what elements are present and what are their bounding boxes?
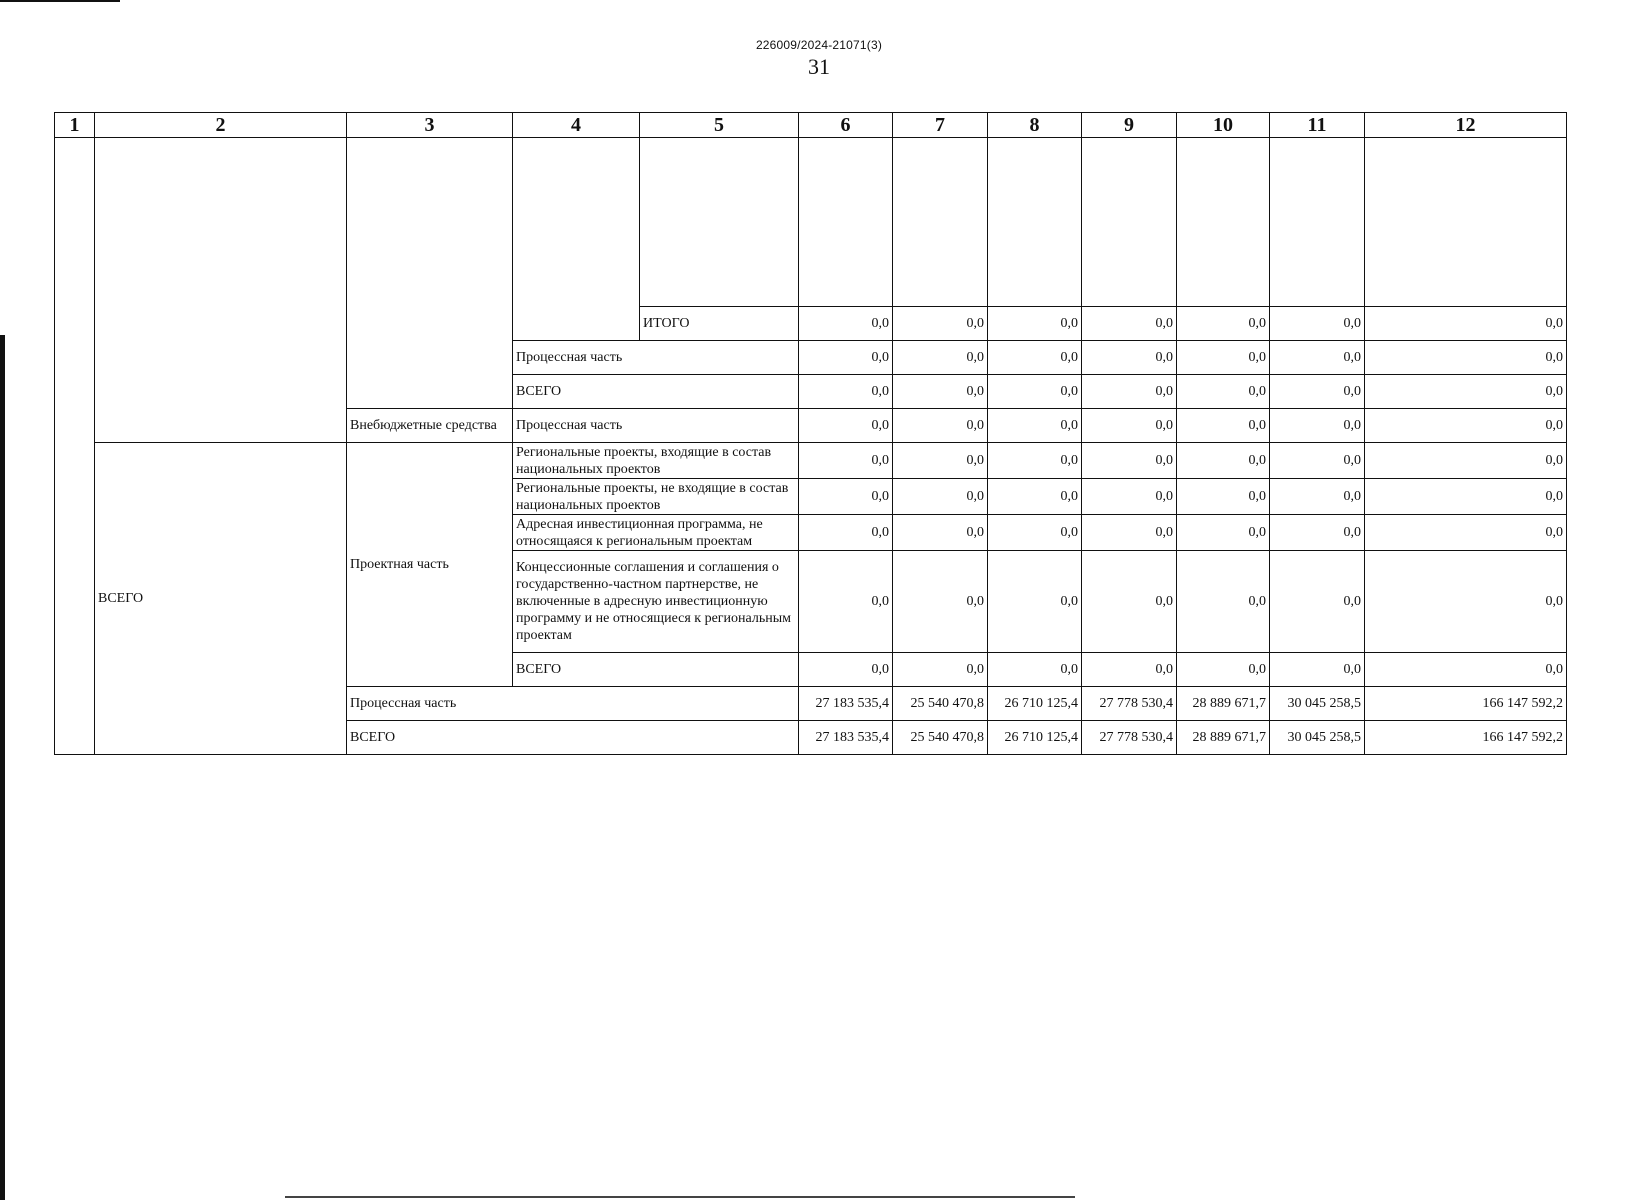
column-number: 5 [640,113,799,138]
value-cell: 0,0 [988,409,1082,443]
scan-edge-mark [0,335,5,1200]
value-cell: 28 889 671,7 [1177,721,1270,755]
value-cell: 0,0 [893,409,988,443]
value-cell: 0,0 [988,443,1082,479]
row-label-itogo: ИТОГО [640,307,799,341]
column-number: 3 [347,113,513,138]
value-cell: 0,0 [1365,375,1567,409]
value-cell: 28 889 671,7 [1177,687,1270,721]
row-label-regional-not-national: Региональные проекты, не входящие в состав национальных проектов [513,479,799,515]
value-cell: 0,0 [1270,515,1365,551]
column-number: 4 [513,113,640,138]
value-cell: 0,0 [1365,307,1567,341]
col2-cell [95,138,347,443]
empty-cell [799,138,893,307]
value-cell: 0,0 [1177,515,1270,551]
column-number: 10 [1177,113,1270,138]
value-cell: 166 147 592,2 [1365,687,1567,721]
value-cell: 0,0 [799,341,893,375]
value-cell: 25 540 470,8 [893,721,988,755]
row-label-address-program: Адресная инвестиционная программа, не относящаяся к региональным проектам [513,515,799,551]
column-number: 1 [55,113,95,138]
value-cell: 0,0 [893,307,988,341]
empty-cell [1177,138,1270,307]
column-number: 2 [95,113,347,138]
row-label-process-part: Процессная часть [513,409,799,443]
value-cell: 0,0 [1082,515,1177,551]
value-cell: 0,0 [799,443,893,479]
value-cell: 0,0 [893,551,988,653]
value-cell: 0,0 [1177,307,1270,341]
value-cell: 0,0 [1365,551,1567,653]
value-cell: 0,0 [1365,409,1567,443]
column-number: 9 [1082,113,1177,138]
value-cell: 166 147 592,2 [1365,721,1567,755]
value-cell: 0,0 [988,341,1082,375]
value-cell: 0,0 [1270,479,1365,515]
column-number: 8 [988,113,1082,138]
row-label-concessions: Концессионные соглашения и соглашения о государственно-частном партнерстве, не включенные в адресную инвестиционную программу и не относящиеся к региональным проектам [513,551,799,653]
row-label-project-part: Проектная часть [347,443,513,687]
value-cell: 26 710 125,4 [988,687,1082,721]
value-cell: 0,0 [1082,653,1177,687]
value-cell: 0,0 [988,653,1082,687]
column-number: 12 [1365,113,1567,138]
row-label-vsego: ВСЕГО [347,721,799,755]
empty-cell [988,138,1082,307]
value-cell: 0,0 [988,375,1082,409]
table-row [55,443,1567,479]
value-cell: 0,0 [1082,551,1177,653]
value-cell: 25 540 470,8 [893,687,988,721]
column-number: 11 [1270,113,1365,138]
scan-edge-mark [285,1196,1075,1198]
value-cell: 0,0 [799,307,893,341]
row-label-grand-total: ВСЕГО [95,443,347,755]
row-label-extrabudget: Внебюджетные средства [347,409,513,443]
value-cell: 0,0 [893,375,988,409]
value-cell: 26 710 125,4 [988,721,1082,755]
value-cell: 0,0 [1177,443,1270,479]
value-cell: 30 045 258,5 [1270,721,1365,755]
value-cell: 0,0 [1177,409,1270,443]
empty-cell [1270,138,1365,307]
value-cell: 0,0 [1082,307,1177,341]
value-cell: 27 778 530,4 [1082,687,1177,721]
value-cell: 0,0 [988,307,1082,341]
value-cell: 30 045 258,5 [1270,687,1365,721]
row-label-regional-in-national: Региональные проекты, входящие в состав национальных проектов [513,443,799,479]
value-cell: 0,0 [893,479,988,515]
row-label-process-part: Процессная часть [347,687,799,721]
value-cell: 27 778 530,4 [1082,721,1177,755]
empty-cell [640,138,799,307]
value-cell: 0,0 [1270,341,1365,375]
value-cell: 0,0 [799,551,893,653]
value-cell: 0,0 [1082,409,1177,443]
value-cell: 0,0 [799,375,893,409]
column-number: 7 [893,113,988,138]
value-cell: 27 183 535,4 [799,721,893,755]
empty-cell [893,138,988,307]
value-cell: 0,0 [988,515,1082,551]
value-cell: 0,0 [1365,341,1567,375]
value-cell: 0,0 [893,443,988,479]
value-cell: 0,0 [1270,375,1365,409]
budget-table [54,112,1567,755]
value-cell: 0,0 [1177,479,1270,515]
row-label-vsego: ВСЕГО [513,375,799,409]
value-cell: 0,0 [1270,307,1365,341]
value-cell: 0,0 [1082,479,1177,515]
value-cell: 27 183 535,4 [799,687,893,721]
table-row [55,138,1567,307]
value-cell: 0,0 [1177,375,1270,409]
page-number: 31 [808,54,830,79]
value-cell: 0,0 [1365,443,1567,479]
value-cell: 0,0 [1270,443,1365,479]
value-cell: 0,0 [799,653,893,687]
value-cell: 0,0 [1270,653,1365,687]
row-label-vsego: ВСЕГО [513,653,799,687]
column-number: 6 [799,113,893,138]
value-cell: 0,0 [1270,409,1365,443]
value-cell: 0,0 [799,409,893,443]
table-header-row [55,113,1567,138]
col4-cell [513,138,640,341]
value-cell: 0,0 [1365,479,1567,515]
value-cell: 0,0 [1177,551,1270,653]
value-cell: 0,0 [1082,375,1177,409]
document-id: 226009/2024-21071(3) [755,38,883,52]
value-cell: 0,0 [988,479,1082,515]
scan-edge-mark [0,0,120,2]
value-cell: 0,0 [1082,341,1177,375]
value-cell: 0,0 [1082,443,1177,479]
empty-cell [1365,138,1567,307]
empty-cell [1082,138,1177,307]
value-cell: 0,0 [1177,341,1270,375]
value-cell: 0,0 [988,551,1082,653]
value-cell: 0,0 [799,515,893,551]
value-cell: 0,0 [1365,515,1567,551]
value-cell: 0,0 [1177,653,1270,687]
row-label-process-part: Процессная часть [513,341,799,375]
value-cell: 0,0 [893,653,988,687]
value-cell: 0,0 [799,479,893,515]
value-cell: 0,0 [893,341,988,375]
col3-cell [347,138,513,409]
value-cell: 0,0 [1270,551,1365,653]
value-cell: 0,0 [893,515,988,551]
value-cell: 0,0 [1365,653,1567,687]
col1-cell [55,138,95,755]
